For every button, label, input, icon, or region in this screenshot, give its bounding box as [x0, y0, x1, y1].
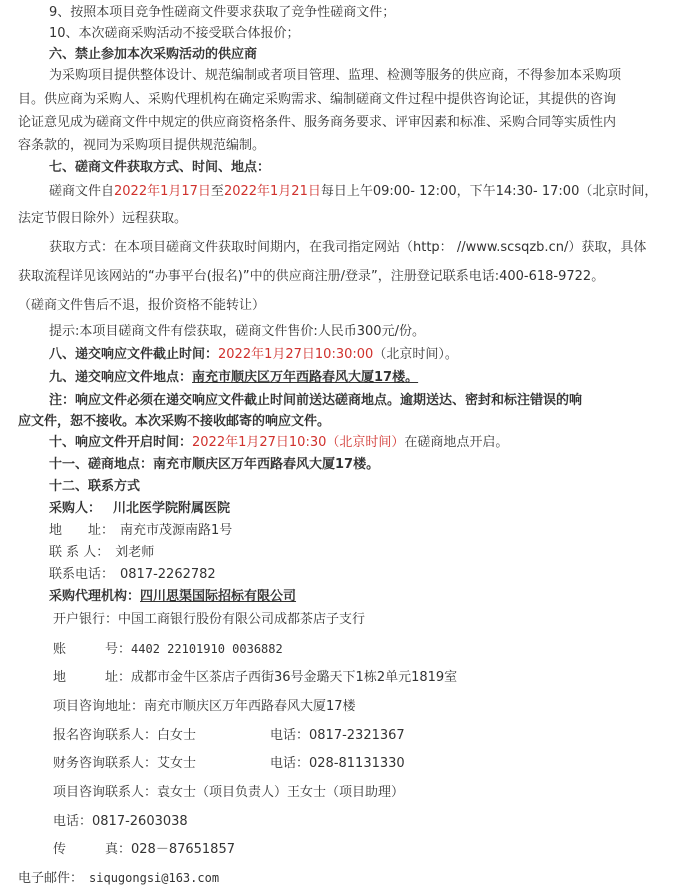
opening-datetime: 2022年1月27日10:30（北京时间） — [192, 435, 405, 450]
price-note: 提示:本项目磋商文件有偿获取，磋商文件售价:人民币300元/份。 — [49, 324, 425, 339]
registration-contact-label: 报名咨询联系人： — [53, 728, 158, 743]
section-6-para-line: 为采购项目提供整体设计、规范编制或者项目管理、监理、检测等服务的供应商，不得参加本采购项 — [49, 68, 622, 83]
contact-value: 刘老师 — [115, 545, 155, 560]
acquisition-period-line2: 法定节假日除外）远程获取。 — [18, 211, 188, 226]
agency-name: 四川思渠国际招标有限公司 — [140, 589, 297, 604]
registration-contact-value: 白女士 — [157, 728, 197, 743]
account-value: 4402 22101910 0036882 — [131, 642, 283, 656]
agency-label: 采购代理机构： — [49, 589, 141, 604]
finance-contact — [53, 754, 196, 774]
submission-deadline — [49, 345, 458, 365]
section-12-heading: 十二、联系方式 — [49, 479, 141, 494]
acquisition-method-line2: 获取流程详见该网站的“办事平台(报名)”中的供应商注册/登录”，注册登记联系电话:400-618-9722。 — [18, 269, 605, 284]
purchaser-name: 川北医学院附属医院 — [113, 501, 231, 516]
agency-address — [53, 668, 457, 688]
fax-label: 传 真： — [53, 842, 132, 857]
finance-contact-label: 财务咨询联系人： — [53, 756, 158, 771]
registration-contact — [53, 726, 196, 746]
period-to: 至 — [210, 184, 224, 199]
purchaser-label: 采购人： — [49, 501, 102, 516]
agency-address-value: 成都市金牛区茶店子西街36号金璐天下1栋2单元1819室 — [131, 670, 458, 685]
deadline-datetime: 2022年1月27日10:30:00 — [218, 347, 374, 362]
section-6-para-line: 容条款的，视同为采购项目提供规范编制。 — [18, 138, 266, 153]
consult-address — [53, 697, 356, 717]
no-refund-note: （磋商文件售后不退，报价资格不能转让） — [18, 298, 266, 313]
purchaser-phone — [49, 565, 216, 585]
opening-time — [49, 433, 508, 453]
consult-address-label: 项目咨询地址： — [53, 699, 145, 714]
address-label: 地 址： — [49, 523, 115, 538]
agency-address-label: 地 址： — [53, 670, 132, 685]
account-label: 账 号： — [53, 642, 132, 657]
purchaser — [49, 499, 230, 519]
period-suffix: 每日上午09:00- 12:00，下午14:30- 17:00（北京时间， — [320, 184, 658, 199]
negotiation-place: 十一、磋商地点：南充市顺庆区万年西路春风大厦17楼。 — [49, 457, 380, 472]
phone-value: 0817-2262782 — [120, 567, 216, 582]
address-value: 南充市茂源南路1号 — [120, 523, 233, 538]
finance-phone — [270, 754, 405, 774]
project-contact-value: 袁女士（项目负责人）王女士（项目助理） — [157, 785, 405, 800]
email-value[interactable]: siqugongsi@163.com — [89, 871, 220, 885]
fax-value: 028－87651857 — [131, 842, 235, 857]
submission-place-value: 南充市顺庆区万年西路春风大厦17楼。 — [192, 370, 419, 385]
bank — [53, 610, 365, 630]
finance-phone-value: 028-81131330 — [309, 756, 405, 771]
finance-phone-label: 电话： — [270, 756, 310, 771]
item-10: 10、本次磋商采购活动不接受联合体报价； — [49, 26, 300, 41]
registration-phone — [270, 726, 405, 746]
item-9: 9、按照本项目竞争性磋商文件要求获取了竞争性磋商文件； — [49, 5, 396, 20]
project-phone-label: 电话： — [53, 814, 93, 829]
section-6-para-line: 目。供应商为采购人、采购代理机构在确定采购需求、编制磋商文件过程中提供咨询论证，其提供的咨询 — [18, 92, 617, 107]
deadline-label: 八、递交响应文件截止时间： — [49, 347, 219, 362]
period-prefix: 磋商文件自 — [49, 184, 115, 199]
email — [18, 868, 219, 889]
contact-label: 联 系 人： — [49, 545, 110, 560]
bank-label: 开户银行： — [53, 612, 119, 627]
project-contact-label: 项目咨询联系人： — [53, 785, 158, 800]
section-7-heading: 七、磋商文件获取方式、时间、地点： — [49, 160, 271, 175]
fax — [53, 840, 235, 860]
submission-place-label: 九、递交响应文件地点： — [49, 370, 193, 385]
section-6-para-line: 论证意见成为磋商文件中规定的供应商资格条件、服务商务要求、评审因素和标准、采购合同等实质性内 — [18, 115, 617, 130]
section-6-heading: 六、禁止参加本次采购活动的供应商 — [49, 47, 258, 62]
bank-account — [53, 639, 283, 660]
notice-line2: 应文件，恕不接收。本次采购不接收邮寄的响应文件。 — [18, 414, 331, 429]
project-contact — [53, 783, 404, 803]
acquisition-period — [49, 182, 657, 202]
submission-place — [49, 368, 418, 388]
deadline-tz: （北京时间）。 — [373, 347, 458, 362]
date-end: 2022年1月21日 — [223, 184, 321, 199]
agency — [49, 587, 296, 607]
bank-value: 中国工商银行股份有限公司成都茶店子支行 — [118, 612, 366, 627]
purchaser-contact — [49, 543, 154, 563]
project-phone-value: 0817-2603038 — [92, 814, 188, 829]
project-phone — [53, 812, 188, 832]
acquisition-method-line1: 获取方式：在本项目磋商文件获取时间期内，在我司指定网站（http： //www.scsqzb.cn/）获取，具体 — [49, 240, 647, 255]
opening-suffix: 在磋商地点开启。 — [404, 435, 509, 450]
registration-phone-value: 0817-2321367 — [309, 728, 405, 743]
registration-phone-label: 电话： — [270, 728, 310, 743]
notice-line1: 注：响应文件必须在递交响应文件截止时间前送达磋商地点。逾期送达、密封和标注错误的响 — [49, 393, 583, 408]
opening-label: 十、响应文件开启时间： — [49, 435, 193, 450]
finance-contact-value: 艾女士 — [157, 756, 197, 771]
date-start: 2022年1月17日 — [114, 184, 211, 199]
email-label: 电子邮件： — [18, 871, 84, 886]
purchaser-address — [49, 521, 232, 541]
consult-address-value: 南充市顺庆区万年西路春风大厦17楼 — [144, 699, 356, 714]
phone-label: 联系电话： — [49, 567, 115, 582]
